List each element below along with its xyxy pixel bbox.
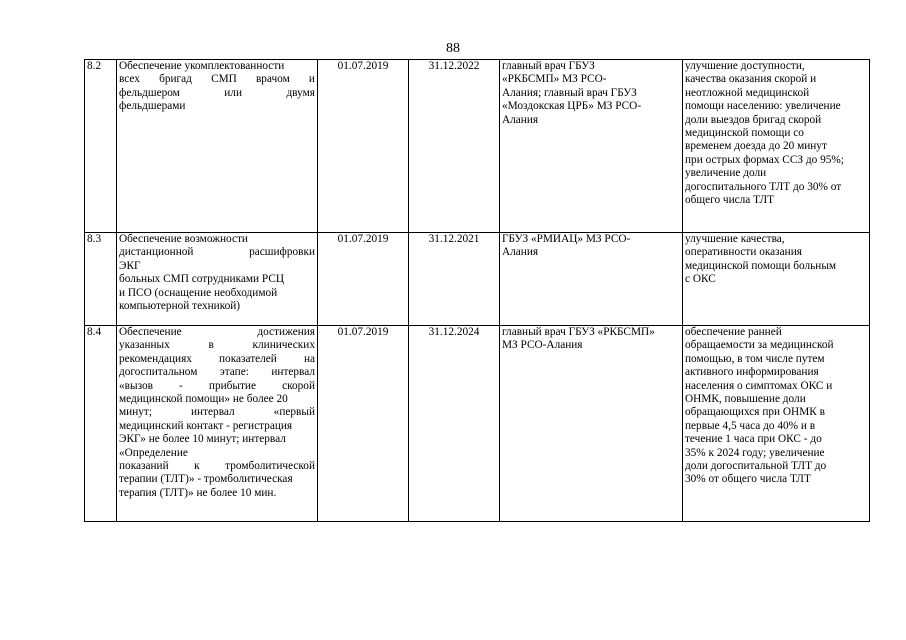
description-word: догоспитальном [119,366,198,379]
executor-line: главный врач ГБУЗ «РКБСМП» [502,326,655,338]
description-line: компьютерной техникой) [119,300,241,313]
description-line: фельдшерами [119,100,186,113]
table-row [85,233,870,326]
responsible-executor [500,60,683,233]
result-line: медицинской помощи со [685,127,804,140]
measure-description [117,60,318,233]
result-line: первые 4,5 часа до 40% и в [685,419,816,432]
description-line [119,406,315,419]
description-word: двумя [286,86,315,99]
description-word: интервал [271,366,315,379]
measure-description [117,326,318,522]
description-line [119,87,315,100]
start-date: 01.07.2019 [318,60,409,233]
result-line: течение 1 часа при ОКС - до [685,433,822,446]
page-number: 88 [446,41,460,56]
description-line [119,366,315,379]
result-line: общего числа ТЛТ [685,194,775,207]
expected-result [683,60,870,233]
description-line [119,380,315,393]
result-line: 35% к 2024 году; увеличение [685,446,825,459]
start-date: 01.07.2019 [318,326,409,522]
description-line: Обеспечение укомплектованности [119,60,285,72]
executor-line: Алания; главный врач ГБУЗ [502,86,637,99]
result-line: населения о симптомах ОКС и [685,379,833,392]
description-word: «вызов [119,379,153,392]
result-line: увеличение доли [685,167,767,180]
executor-line: главный врач ГБУЗ [502,60,595,72]
description-word: «первый [273,406,315,419]
description-line [119,353,315,366]
description-word: к [194,460,200,473]
description-line: и ПСО (оснащение необходимой [119,286,278,299]
description-word: на [303,352,315,365]
expected-result [683,326,870,522]
result-line: улучшение качества, [685,233,785,245]
description-line: Обеспечение возможности [119,233,248,245]
result-line: улучшение доступности, [685,60,805,72]
executor-line: «РКБСМП» МЗ РСО- [502,73,607,86]
description-line [119,246,315,259]
description-word: указанных [119,339,170,352]
item-number: 8.4 [85,326,117,522]
result-line: доли выездов бригад скорой [685,113,822,126]
executor-line: «Моздокская ЦРБ» МЗ РСО- [502,100,642,113]
executor-line: Алания [502,113,539,126]
description-line: терапия (ТЛТ)» не более 10 мин. [119,486,277,499]
description-line: медицинский контакт - регистрация [119,419,293,432]
table-row [85,326,870,522]
result-line: помощью, в том числе путем [685,352,825,365]
description-line: «Определение [119,446,188,459]
description-word: клинических [252,339,315,352]
end-date: 31.12.2021 [409,233,500,326]
result-line: временем доезда до 20 минут [685,140,827,153]
item-number: 8.3 [85,233,117,326]
measures-table [84,59,870,522]
description-word: рекомендациях [119,352,192,365]
description-word: всех [119,73,140,86]
result-line: обращающихся при ОНМК в [685,406,825,419]
description-word: - [179,379,183,392]
description-word: прибытие [208,379,256,392]
result-line: доли догоспитальной ТЛТ до [685,460,827,473]
description-word: минут; [119,406,152,419]
description-line: медицинской помощи» не более 20 [119,393,288,406]
description-word: достижения [257,326,315,338]
description-line [119,326,315,339]
description-word: дистанционной [119,246,194,259]
table-row [85,60,870,233]
description-word: расшифровки [249,246,315,259]
description-line [119,339,315,352]
responsible-executor [500,233,683,326]
end-date: 31.12.2022 [409,60,500,233]
result-line: неотложной медицинской [685,86,810,99]
description-word: скорой [282,379,315,392]
result-line: обращаемости за медицинской [685,339,834,352]
description-line: ЭКГ» не более 10 минут; интервал [119,433,286,446]
description-word: в [208,339,214,352]
description-word: интервал [191,406,235,419]
description-word: бригад [159,73,192,86]
expected-result [683,233,870,326]
description-word: показателей [219,352,277,365]
executor-line: Алания [502,246,539,259]
measure-description [117,233,318,326]
result-line: 30% от общего числа ТЛТ [685,473,811,486]
result-line: догоспитального ТЛТ до 30% от [685,180,842,193]
description-word: СМП [211,73,237,86]
start-date: 01.07.2019 [318,233,409,326]
item-number: 8.2 [85,60,117,233]
executor-line: ГБУЗ «РМИАЦ» МЗ РСО- [502,233,631,245]
description-word: и [308,73,315,86]
description-word: этапе: [219,366,249,379]
responsible-executor [500,326,683,522]
result-line: качества оказания скорой и [685,73,817,86]
result-line: оперативности оказания [685,246,802,259]
description-word: врачом [255,73,290,86]
description-word: показаний [119,460,169,473]
result-line: активного информирования [685,366,819,379]
result-line: обеспечение ранней [685,326,782,338]
description-line: терапии (ТЛТ)» - тромболитическая [119,473,293,486]
end-date: 31.12.2024 [409,326,500,522]
result-line: при острых формах ССЗ до 95%; [685,153,844,166]
description-line: больных СМП сотрудниками РСЦ [119,273,285,286]
result-line: медицинской помощи больным [685,259,837,272]
result-line: ОНМК, повышение доли [685,393,806,406]
description-line [119,460,315,473]
description-line: ЭКГ [119,259,141,272]
table-body [85,60,870,522]
description-word: тромболитической [225,460,315,473]
executor-line: МЗ РСО-Алания [502,339,583,352]
result-line: помощи населению: увеличение [685,100,841,113]
description-word: или [224,86,242,99]
description-line [119,73,315,86]
description-word: фельдшером [119,86,180,99]
description-word: Обеспечение [119,326,182,338]
result-line: с ОКС [685,273,716,286]
